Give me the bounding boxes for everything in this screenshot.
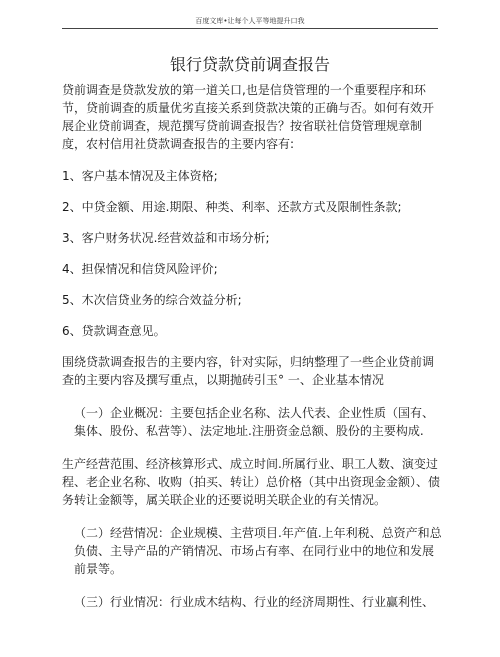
section-company-overview-cont: 生产经营范围、经济核算形式、成立时间.所属行业、职工人数、演变过程、老企业名称、收购（拍买、转让）总价格（其中出资现金金额）、债务转让金额等，属关联企业的还要说明关联企业的有关情况。: [62, 457, 441, 507]
summary-paragraph: 围绕贷款调查报告的主要内容，针对实际，归纳整理了一些企业贷前调查的主要内容及撰写重点，以期抛砖引玉° 一、企业基本情况: [62, 355, 435, 387]
section-industry: （三）行业情况：行业成木结构、行业的经济周期性、行业赢利性、: [74, 595, 435, 609]
list-item: 2、中贷金额、用途.期限、种类、利率、还款方式及限制性条款;: [62, 200, 402, 214]
header-divider: [62, 28, 438, 29]
document-title: 银行贷款贷前调查报告: [169, 55, 330, 74]
list-item: 4、担保情况和信贷风险评价;: [62, 262, 218, 276]
section-company-overview: （一）企业概况：主要包括企业名称、法人代表、企业性质（国有、集体、股份、私营等）、法定地址.注册资金总额、股份的主要构成.: [74, 406, 435, 438]
intro-paragraph: 贷前调查是贷款发放的第一道关口,也是信贷管理的一个重要程序和环节，贷前调查的质量优劣直接关系到贷款决策的正确与否。如何有效开展企业贷前调查，规范撰写贷前调查报告？按省联社信贷管理规章制度，农村信用社贷款调查报告的主要内容有:: [62, 83, 435, 151]
list-item: 1、客户基本情况及主体资格;: [62, 169, 218, 183]
list-item: 5、木次信贷业务的综合效益分析;: [62, 293, 242, 307]
page-header: 百度文库•让每个人平等地提升口我: [195, 17, 305, 25]
list-item: 6、贷款调查意见。: [62, 324, 166, 338]
document-body: [62, 81, 442, 611]
section-operations: （二）经营情况：企业规模、主营项目.年产值.上年利税、总资产和总负债、主导产品的产销情况、市场占有率、在同行业中的地位和发展前景等。: [74, 526, 442, 576]
list-item: 3、客户财务状况.经营效益和市场分析;: [62, 231, 270, 245]
